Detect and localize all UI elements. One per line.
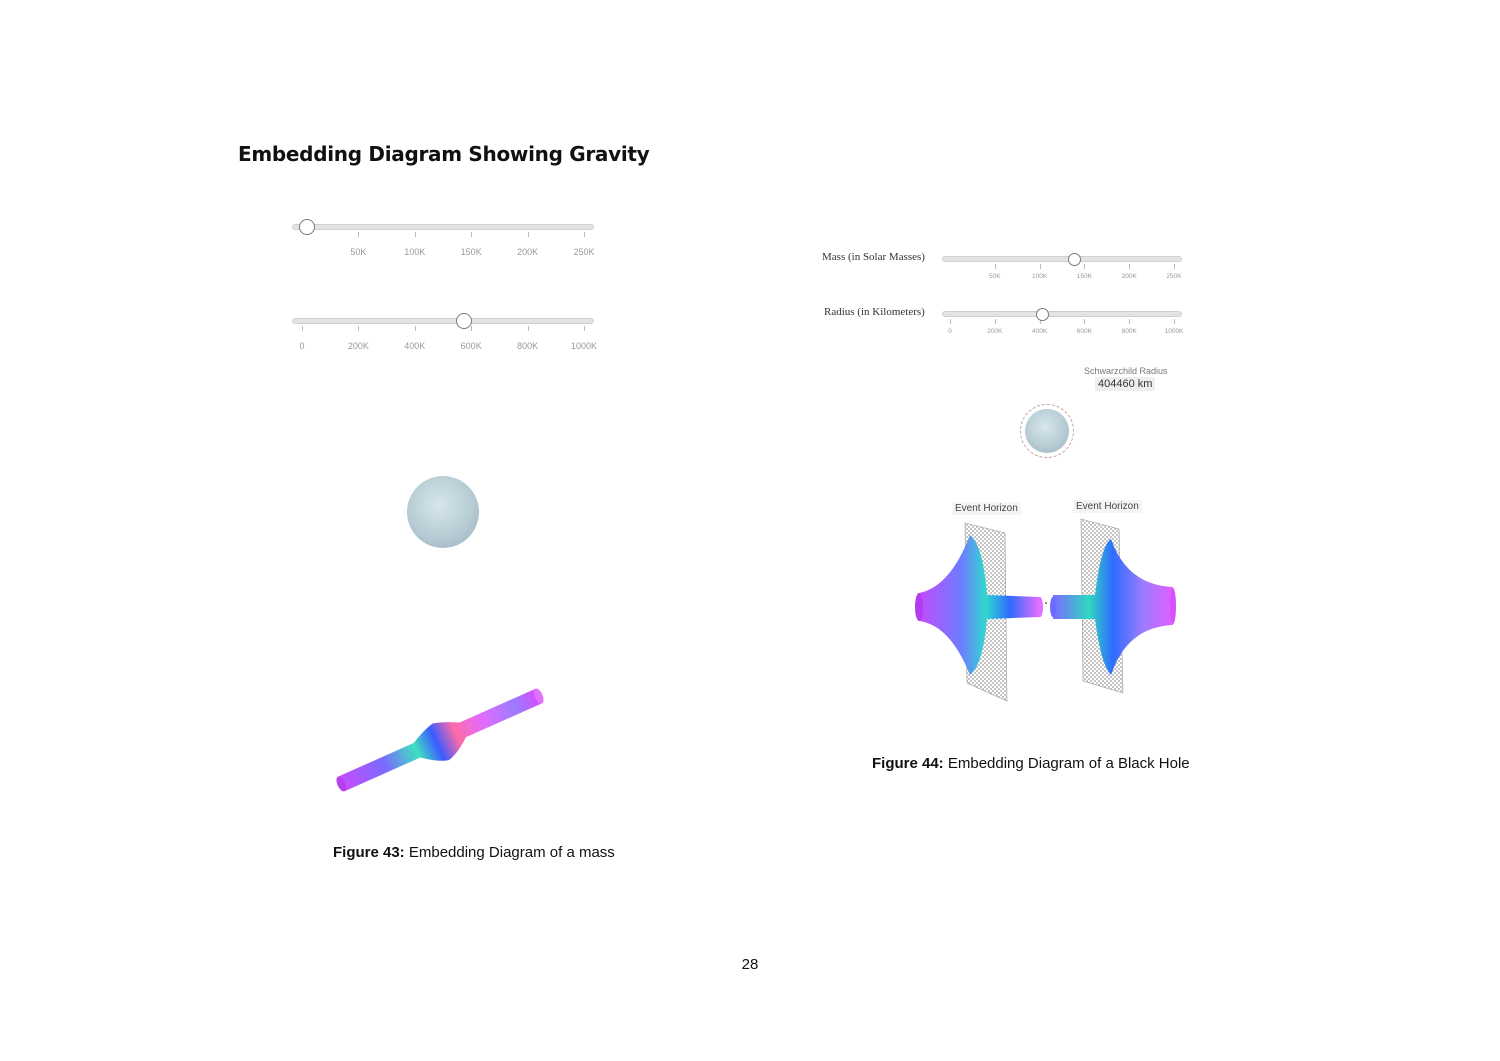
slider-tick-label: 1000K [570, 341, 598, 351]
slider-tick [584, 326, 585, 331]
slider-tick-label: 100K [1032, 273, 1048, 280]
slider-tick-label: 600K [460, 341, 482, 351]
slider-tick [1174, 319, 1175, 324]
slider-tick-label: 400K [1032, 328, 1048, 335]
figure-44-radius-slider[interactable] [942, 307, 1182, 342]
black-hole-sphere [1025, 409, 1069, 453]
slider-tick-label: 1000K [1164, 328, 1184, 335]
slider-tick [1129, 319, 1130, 324]
slider-tick [358, 326, 359, 331]
schwarzschild-radius-label: Schwarzchild Radius [1084, 366, 1168, 376]
slider-tick [358, 232, 359, 237]
slider-tick [1174, 264, 1175, 269]
slider-tick-label: 100K [404, 247, 426, 257]
slider-track[interactable] [292, 318, 594, 324]
figure-44-mass-slider[interactable] [942, 252, 1182, 287]
slider-handle[interactable] [456, 313, 472, 329]
slider-tick-label: 0 [948, 328, 952, 335]
figure-43-radius-slider[interactable] [292, 312, 598, 357]
slider-tick-label: 400K [404, 341, 426, 351]
slider-tick [995, 319, 996, 324]
page-number: 28 [741, 956, 759, 973]
slider-handle[interactable] [1068, 253, 1081, 266]
slider-tick [302, 326, 303, 331]
slider-tick [528, 326, 529, 331]
event-horizon-label-left: Event Horizon [952, 502, 1021, 515]
slider-track[interactable] [942, 256, 1182, 262]
slider-tick-label: 800K [517, 341, 539, 351]
slider-tick-label: 250K [1166, 273, 1182, 280]
slider-tick [471, 232, 472, 237]
slider-tick-label: 50K [350, 247, 367, 257]
slider-tick-label: 200K [987, 328, 1003, 335]
slider-tick-label: 150K [1076, 273, 1092, 280]
slider-track[interactable] [292, 224, 594, 230]
slider-tick-label: 0 [299, 341, 305, 351]
slider-tick [995, 264, 996, 269]
figure-43-caption [333, 844, 615, 861]
slider-tick [584, 232, 585, 237]
slider-tick-label: 600K [1076, 328, 1092, 335]
mass-sphere [407, 476, 479, 548]
slider-tick [471, 326, 472, 331]
funnel-right [1053, 539, 1173, 675]
slider-tick-label: 200K [1121, 273, 1137, 280]
slider-tick [415, 232, 416, 237]
event-horizon-label-right: Event Horizon [1073, 500, 1142, 513]
mass-embedding-surface [320, 680, 560, 800]
figure-44-caption-text: Embedding Diagram of a Black Hole [947, 755, 1190, 772]
figure-43-mass-slider[interactable] [292, 218, 594, 263]
slider-tick-label: 150K [460, 247, 482, 257]
slider-tick-label: 250K [573, 247, 595, 257]
slider-tick-label: 200K [347, 341, 369, 351]
slider-handle[interactable] [299, 219, 315, 235]
slider-tick [1084, 319, 1085, 324]
slider-tick [1084, 264, 1085, 269]
slider-tick [950, 319, 951, 324]
figure-44-caption-label: Figure 44: [872, 755, 944, 772]
radius-slider-label: Radius (in Kilometers) [824, 306, 925, 318]
slider-tick-label: 200K [517, 247, 539, 257]
page-heading: Embedding Diagram Showing Gravity [238, 142, 650, 166]
slider-tick [1040, 264, 1041, 269]
figure-43-caption-text: Embedding Diagram of a mass [408, 844, 615, 861]
funnel-left [919, 535, 1040, 675]
slider-track[interactable] [942, 311, 1182, 317]
slider-tick-label: 50K [989, 273, 1001, 280]
slider-tick [1129, 264, 1130, 269]
slider-tick [528, 232, 529, 237]
figure-43-caption-label: Figure 43: [333, 844, 405, 861]
slider-tick-label: 800K [1121, 328, 1137, 335]
slider-handle[interactable] [1036, 308, 1049, 321]
black-hole-embedding-diagrams [905, 515, 1185, 705]
mass-slider-label: Mass (in Solar Masses) [822, 251, 925, 263]
schwarzschild-radius-value: 404460 km [1095, 377, 1155, 391]
figure-44-caption [872, 755, 1190, 772]
slider-tick [415, 326, 416, 331]
